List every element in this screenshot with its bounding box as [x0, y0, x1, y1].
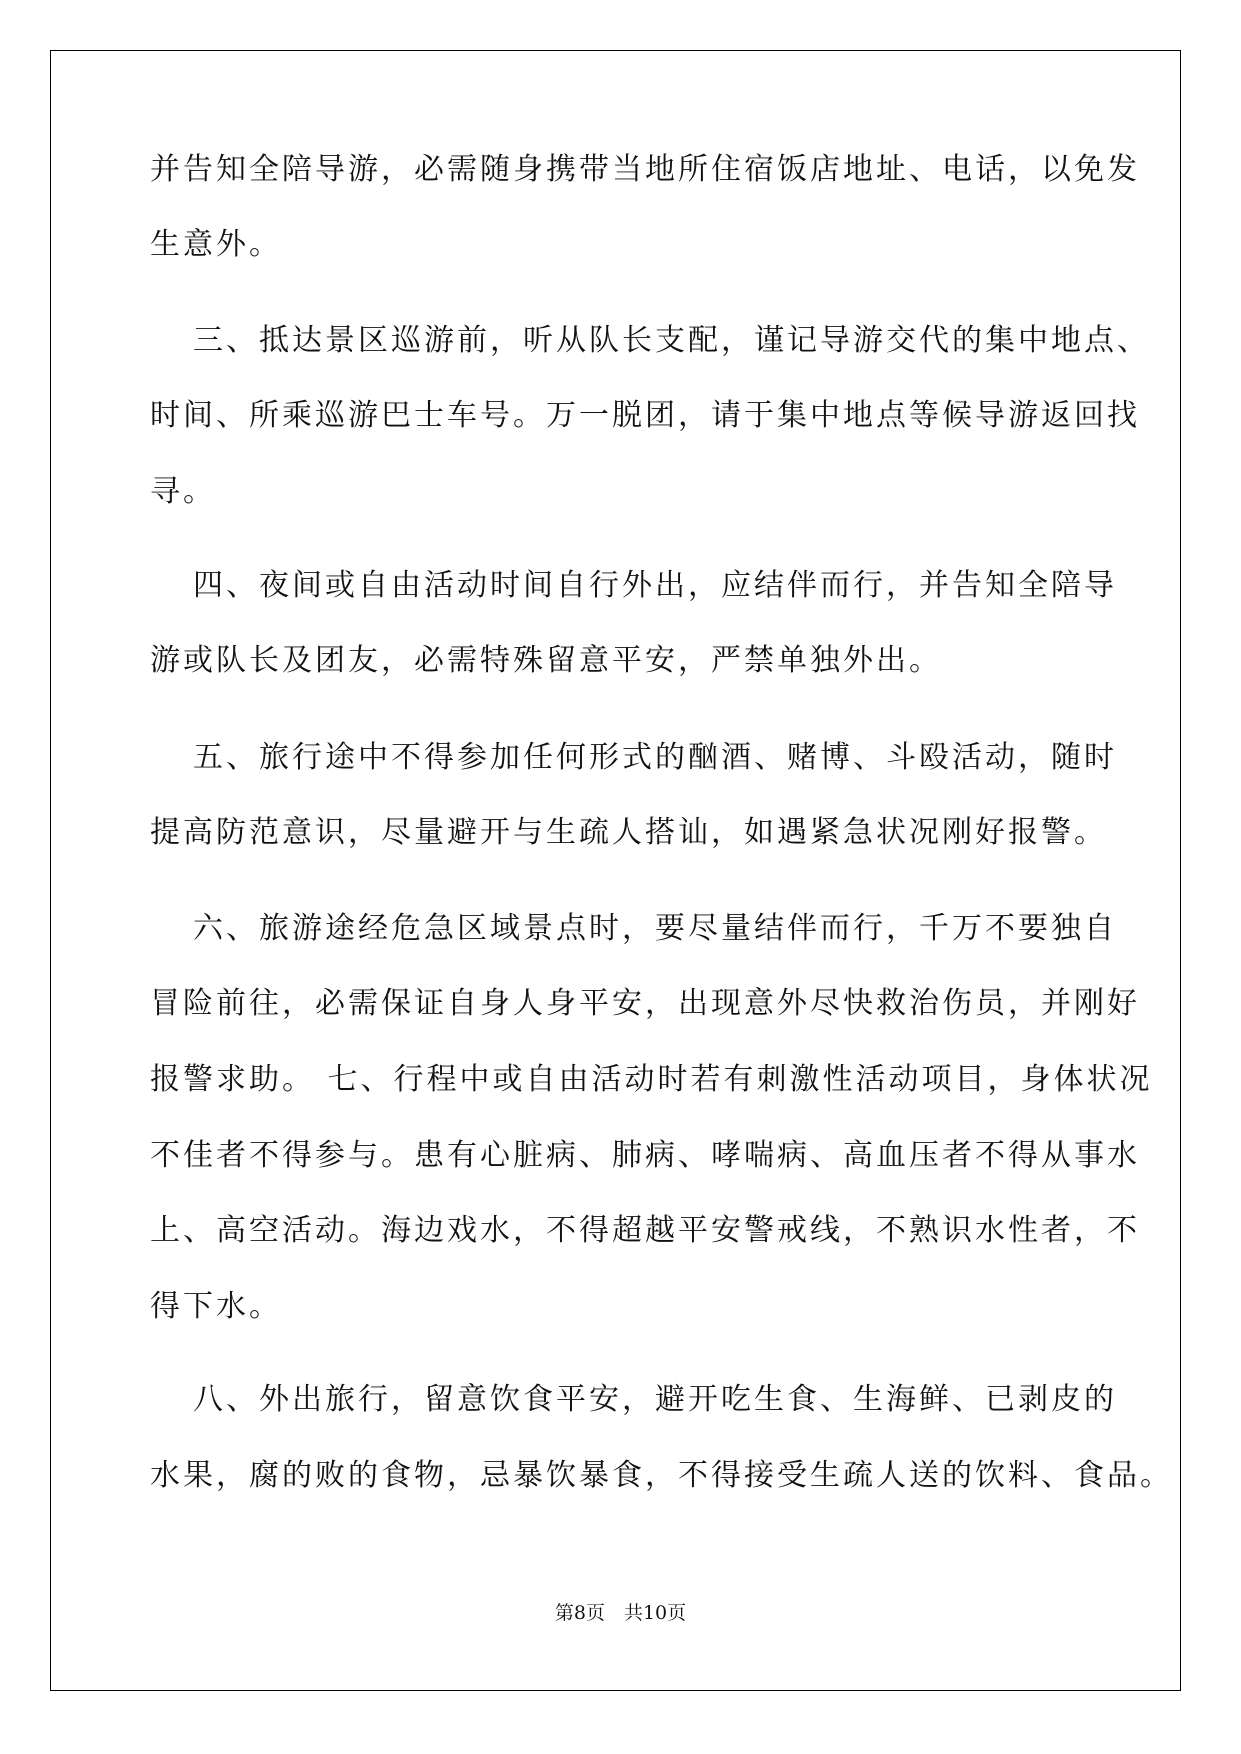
- text-line: 游或队长及团友，必需特殊留意平安，严禁单独外出。: [150, 643, 942, 678]
- page-number: 第8页 共10页: [554, 1602, 687, 1624]
- text-line: 生意外。: [150, 227, 282, 262]
- text-line: 五、旅行途中不得参加任何形式的酗酒、赌博、斗殴活动，随时: [193, 740, 1117, 775]
- text-line: 水果，腐的败的食物，忌暴饮暴食，不得接受生疏人送的饮料、食品。: [150, 1458, 1173, 1493]
- page-border: [50, 50, 1181, 1691]
- text-line: 六、旅游途经危急区域景点时，要尽量结伴而行，千万不要独自: [193, 911, 1117, 946]
- text-line: 八、外出旅行，留意饮食平安，避开吃生食、生海鲜、已剥皮的: [193, 1382, 1117, 1417]
- text-line: 四、夜间或自由活动时间自行外出，应结伴而行，并告知全陪导: [193, 568, 1117, 603]
- text-line: 提高防范意识，尽量避开与生疏人搭讪，如遇紧急状况刚好报警。: [150, 815, 1107, 850]
- text-line: 冒险前往，必需保证自身人身平安，出现意外尽快救治伤员，并刚好: [150, 986, 1140, 1021]
- text-line: 上、高空活动。海边戏水，不得超越平安警戒线，不熟识水性者，不: [150, 1213, 1140, 1248]
- text-line: 得下水。: [150, 1289, 282, 1324]
- text-line: 报警求助。 七、行程中或自由活动时若有刺激性活动项目，身体状况: [150, 1062, 1153, 1097]
- text-line: 并告知全陪导游，必需随身携带当地所住宿饭店地址、电话，以免发: [150, 152, 1140, 187]
- text-line: 不佳者不得参与。患有心脏病、肺病、哮喘病、高血压者不得从事水: [150, 1138, 1140, 1173]
- text-line: 寻。: [150, 474, 216, 509]
- text-line: 时间、所乘巡游巴士车号。万一脱团，请于集中地点等候导游返回找: [150, 398, 1140, 433]
- text-line: 三、抵达景区巡游前，听从队长支配，谨记导游交代的集中地点、: [193, 323, 1150, 358]
